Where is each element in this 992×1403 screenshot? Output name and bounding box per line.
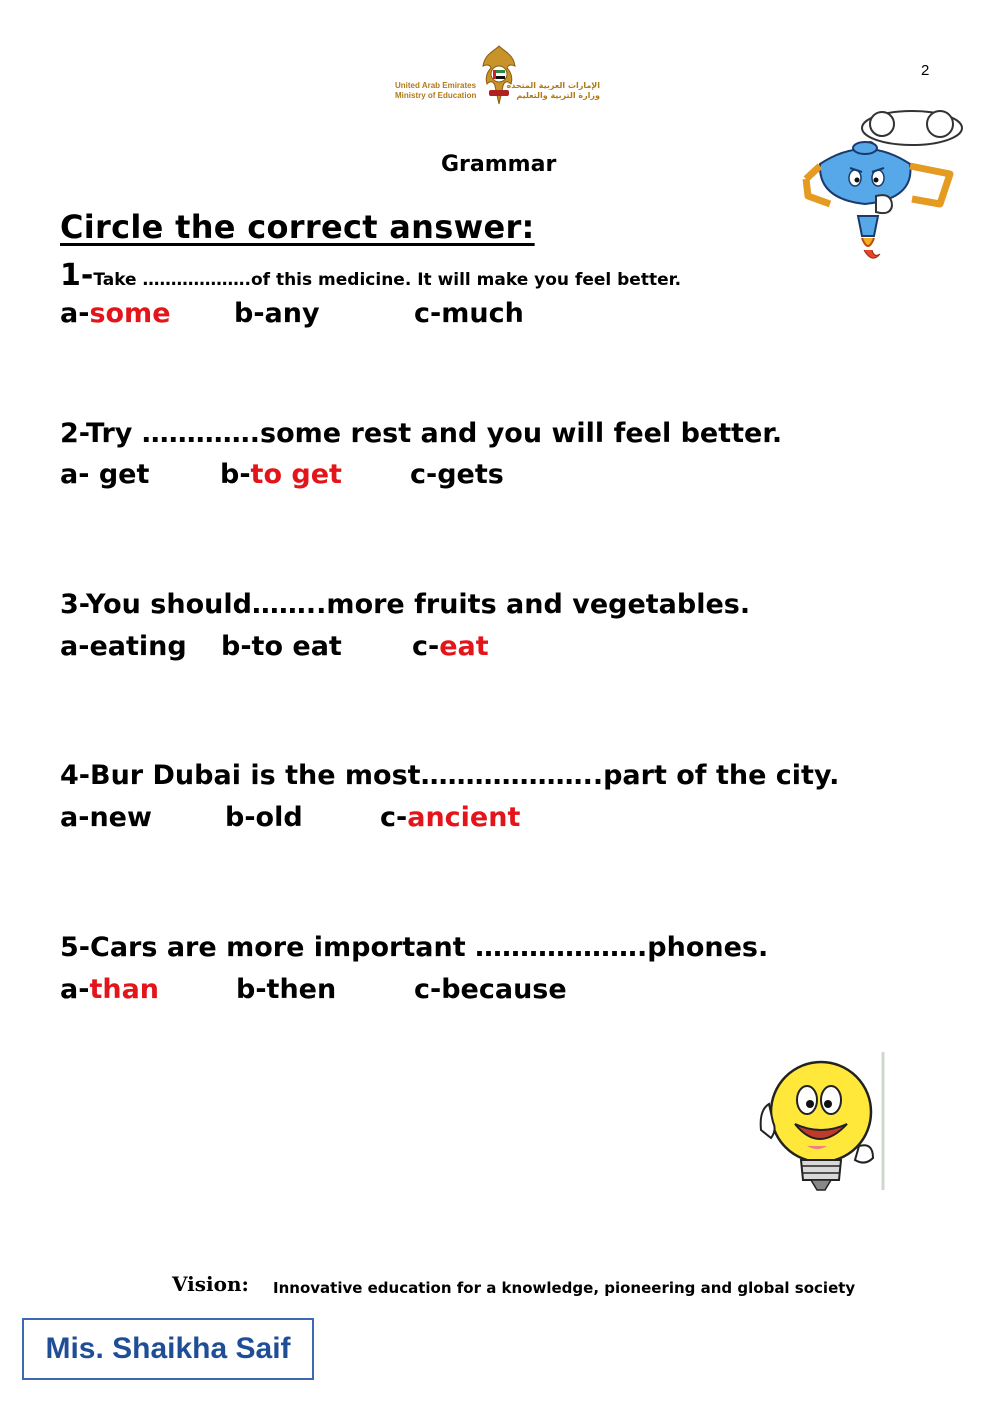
logo-ar-line2: وزارة التربية والتعليم: [516, 91, 600, 100]
ministry-logo: [395, 44, 600, 110]
option-c[interactable]: [412, 631, 489, 662]
teacher-name: Mis. Shaikha Saif: [45, 1332, 291, 1365]
question-number: 3-: [60, 589, 87, 620]
option-text: ancient: [407, 802, 521, 833]
question-number: 5-: [60, 932, 90, 963]
option-prefix: b-: [234, 298, 265, 329]
lightbulb-character-icon: [755, 1050, 895, 1195]
question-3: [60, 589, 750, 620]
instruction-heading: Circle the correct answer:: [60, 208, 535, 246]
logo-arabic-text: [507, 81, 600, 101]
option-prefix: b-: [236, 974, 267, 1005]
question-number: 2-: [60, 418, 87, 449]
option-text: to eat: [251, 631, 342, 662]
option-b[interactable]: [225, 802, 303, 833]
option-a[interactable]: [60, 298, 171, 329]
question-number: 4-: [60, 760, 90, 791]
option-c[interactable]: [414, 298, 524, 329]
option-prefix: c-: [414, 298, 442, 329]
option-b[interactable]: [234, 298, 320, 329]
section-title: Grammar: [441, 152, 557, 177]
question-stem: Bur Dubai is the most………………..part of the city.: [90, 760, 840, 791]
option-c[interactable]: [380, 802, 520, 833]
option-text: eat: [439, 631, 489, 662]
option-prefix: c-: [412, 631, 440, 662]
question-4: [60, 760, 839, 791]
option-text: gets: [437, 459, 504, 490]
option-prefix: b-: [221, 631, 252, 662]
option-c[interactable]: [410, 459, 504, 490]
question-5: [60, 932, 768, 963]
logo-en-line1: United Arab Emirates: [395, 81, 477, 90]
teacher-name-box: [22, 1318, 314, 1380]
question-2: [60, 418, 782, 449]
logo-en-line2: Ministry of Education: [395, 91, 477, 100]
option-a[interactable]: [60, 631, 187, 662]
option-c[interactable]: [414, 974, 567, 1005]
option-prefix: c-: [380, 802, 408, 833]
option-b[interactable]: [221, 631, 342, 662]
option-a[interactable]: [60, 459, 149, 490]
thinking-robot-icon: [800, 104, 970, 274]
option-a[interactable]: [60, 802, 152, 833]
logo-ar-line1: الإمارات العربية المتحدة: [506, 81, 600, 90]
question-stem: Try ………….some rest and you will feel better.: [86, 418, 783, 449]
option-prefix: a-: [60, 298, 90, 329]
option-prefix: a-: [60, 802, 90, 833]
option-text: much: [441, 298, 524, 329]
option-b[interactable]: [236, 974, 336, 1005]
option-prefix: a-: [60, 631, 90, 662]
option-prefix: b-: [220, 459, 251, 490]
option-text: any: [264, 298, 320, 329]
option-text: eating: [89, 631, 187, 662]
question-number: 1-: [60, 258, 94, 293]
option-prefix: a-: [60, 974, 90, 1005]
option-text: to get: [250, 459, 342, 490]
question-stem: You should……..more fruits and vegetables.: [86, 589, 751, 620]
option-prefix: b-: [225, 802, 256, 833]
option-text: get: [98, 459, 150, 490]
logo-english-text: [395, 81, 476, 101]
question-stem: Take ……………….of this medicine. It will make you feel better.: [93, 270, 682, 290]
page-number: 2: [921, 62, 930, 79]
option-prefix: c-: [414, 974, 442, 1005]
option-a[interactable]: [60, 974, 159, 1005]
option-text: because: [441, 974, 567, 1005]
option-text: new: [89, 802, 152, 833]
vision-label: Vision:: [172, 1272, 249, 1296]
option-text: than: [89, 974, 160, 1005]
option-b[interactable]: [220, 459, 342, 490]
question-stem: Cars are more important ……………….phones.: [90, 932, 769, 963]
option-text: old: [255, 802, 303, 833]
option-text: then: [266, 974, 337, 1005]
vision-statement: Innovative education for a knowledge, pioneering and global society: [273, 1279, 856, 1297]
option-prefix: c-: [410, 459, 438, 490]
question-1: [60, 258, 681, 293]
option-text: some: [89, 298, 171, 329]
option-prefix: a-: [60, 459, 99, 490]
